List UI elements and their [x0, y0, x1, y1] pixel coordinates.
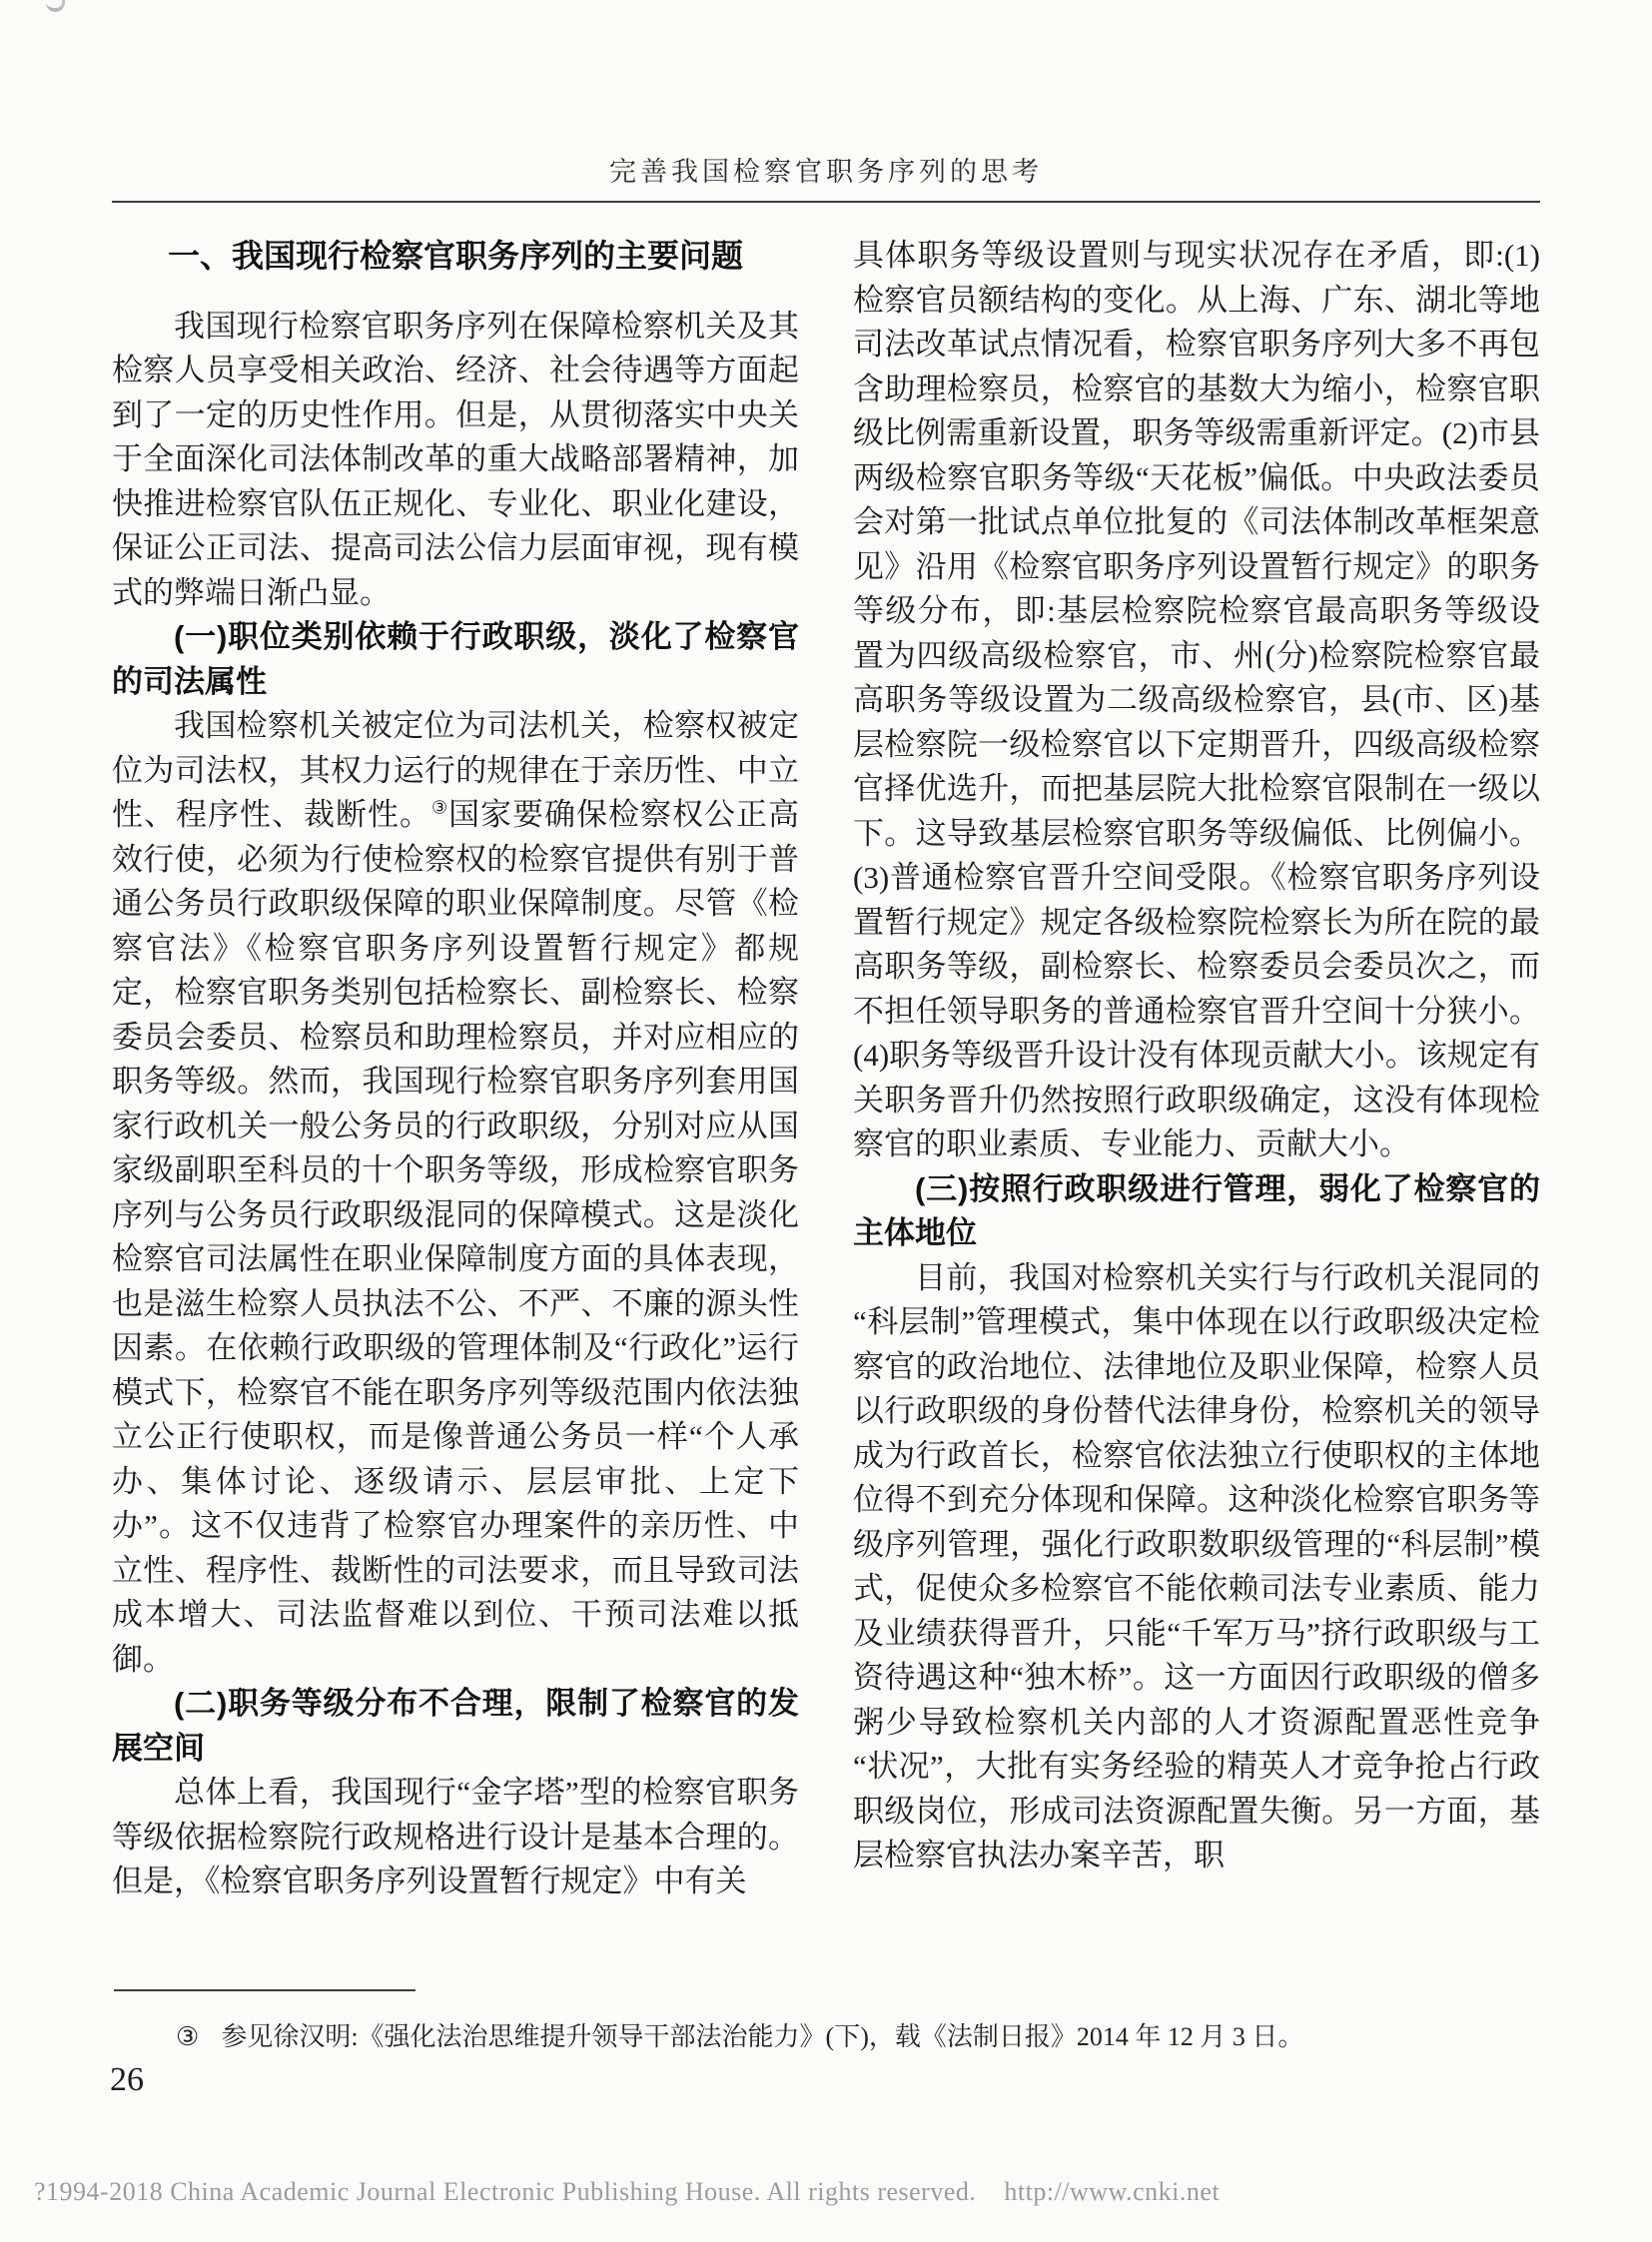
- left-paragraph-1: 我国现行检察官职务序列在保障检察机关及其检察人员享受相关政治、经济、社会待遇等方面起到了一定的历史性作用。但是，从贯彻落实中央关于全面深化司法体制改革的重大战略部署精神，加快推进检察官队伍正规化、专业化、职业化建设，保证公正司法、提高司法公信力层面审视，现有模式的弊端日渐凸显。: [112, 308, 799, 610]
- left-paragraph-2-after-note: 国家要确保检察权公正高效行使，必须为行使检察权的检察官提供有别于普通公务员行政职级保障的职业保障制度。尽管《检察官法》《检察官职务序列设置暂行规定》都规定，检察官职务类别包括检察长、副检察长、检察委员会委员、检察员和助理检察员，并对应相应的职务等级。然而，我国现行检察官职务序列套用国家行政机关一般公务员的行政职级，分别对应从国家级副职至科员的十个职务等级，形成检察官职务序列与公务员行政职级混同的保障模式。这是淡化检察官司法属性在职业保障制度方面的具体表现，也是滋生检察人员执法不公、不严、不廉的源头性因素。在依赖行政职级的管理体制及“行政化”运行模式下，检察官不能在职务序列等级范围内依法独立公正行使职权，而是像普通公务员一样“个人承办、集体讨论、逐级请示、层层审批、上定下办”。这不仅违背了检察官办理案件的亲历性、中立性、程序性、裁断性的司法要求，而且导致司法成本增大、司法监督难以到位、干预司法难以抵御。: [112, 797, 800, 1677]
- left-column: [112, 234, 799, 1976]
- right-column: [853, 234, 1540, 1976]
- right-paragraph-1: 具体职务等级设置则与现实状况存在矛盾，即:(1)检察官员额结构的变化。从上海、广东、湖北等地司法改革试点情况看，检察官职务序列大多不再包含助理检察员，检察官的基数大为缩小，检察官职级比例需重新设置，职务等级需重新评定。(2)市县两级检察官职务等级“天花板”偏低。中央政法委员会对第一批试点单位批复的《司法体制改革框架意见》沿用《检察官职务序列设置暂行规定》的职务等级分布，即:基层检察院检察官最高职务等级设置为四级高级检察官，市、州(分)检察院检察官最高职务等级设置为二级高级检察官，县(市、区)基层检察院一级检察官以下定期晋升，四级高级检察官择优选升，而把基层院大批检察官限制在一级以下。这导致基层检察官职务等级偏低、比例偏小。(3)普通检察官晋升空间受限。《检察官职务序列设置暂行规定》规定各级检察院检察长为所在院的最高职务等级，副检察长、检察委员会委员次之，而不担任领导职务的普通检察官晋升空间十分狭小。(4)职务等级晋升设计没有体现贡献大小。该规定有关职务晋升仍然按照行政职级确定，这没有体现检察官的职业素质、专业能力、贡献大小。: [853, 238, 1540, 1161]
- page-number: 26: [110, 2061, 144, 2098]
- left-paragraph-2: [112, 704, 799, 1682]
- footnote-3-marker: ③: [176, 2022, 200, 2051]
- section-1-heading: 一、我国现行检察官职务序列的主要问题: [167, 238, 743, 274]
- footnote-3-reference-mark: ③: [430, 797, 449, 818]
- right-paragraph-2: 目前，我国对检察机关实行与行政机关混同的“科层制”管理模式，集中体现在以行政职级决定检察官的政治地位、法律地位及职业保障，检察人员以行政职级的身份替代法律身份，检察机关的领导成为行政首长，检察官依法独立行使职权的主体地位得不到充分体现和保障。这种淡化检察官职务等级序列管理，强化行政职数职级管理的“科层制”模式，促使众多检察官不能依赖司法专业素质、能力及业绩获得晋升，只能“千军万马”挤行政职级与工资待遇这种“独木桥”。这一方面因行政职级的僧多粥少导致检察机关内部的人才资源配置恶性竞争“状况”，大批有实务经验的精英人才竞争抢占行政职级岗位，形成司法资源配置失衡。另一方面，基层检察官执法办案辛苦，职: [853, 1259, 1540, 1872]
- running-head: 完善我国检察官职务序列的思考: [609, 157, 1043, 187]
- footnote-3-text: 参见徐汉明:《强化法治思维提升领导干部法治能力》(下)，载《法制日报》2014 年 12 月 3 日。: [221, 2022, 1304, 2051]
- left-paragraph-2-before-note: 我国检察机关被定位为司法机关，检察权被定位为司法权，其权力运行的规律在于亲历性、中立性、程序性、裁断性。: [112, 708, 799, 832]
- two-column-body: [112, 234, 1540, 1976]
- subsection-3-heading: (三)按照行政职级进行管理，弱化了检察官的主体地位: [853, 1170, 1540, 1250]
- footnote-separator-rule: [114, 1989, 415, 1991]
- scan-artifact: [46, 0, 65, 12]
- cnki-copyright-watermark: ?1994-2018 China Academic Journal Electronic Publishing House. All rights reserved. http://www.cnki.net: [34, 2177, 1221, 2206]
- footnote-3: [176, 2019, 1514, 2055]
- subsection-1-heading: (一)职位类别依赖于行政职级，淡化了检察官的司法属性: [112, 619, 799, 699]
- subsection-2-heading: (二)职务等级分布不合理，限制了检察官的发展空间: [112, 1686, 799, 1766]
- left-paragraph-3: 总体上看，我国现行“金字塔”型的检察官职务等级依据检察院行政规格进行设计是基本合理的。但是，《检察官职务序列设置暂行规定》中有关: [112, 1775, 799, 1898]
- running-head-rule: [112, 201, 1540, 203]
